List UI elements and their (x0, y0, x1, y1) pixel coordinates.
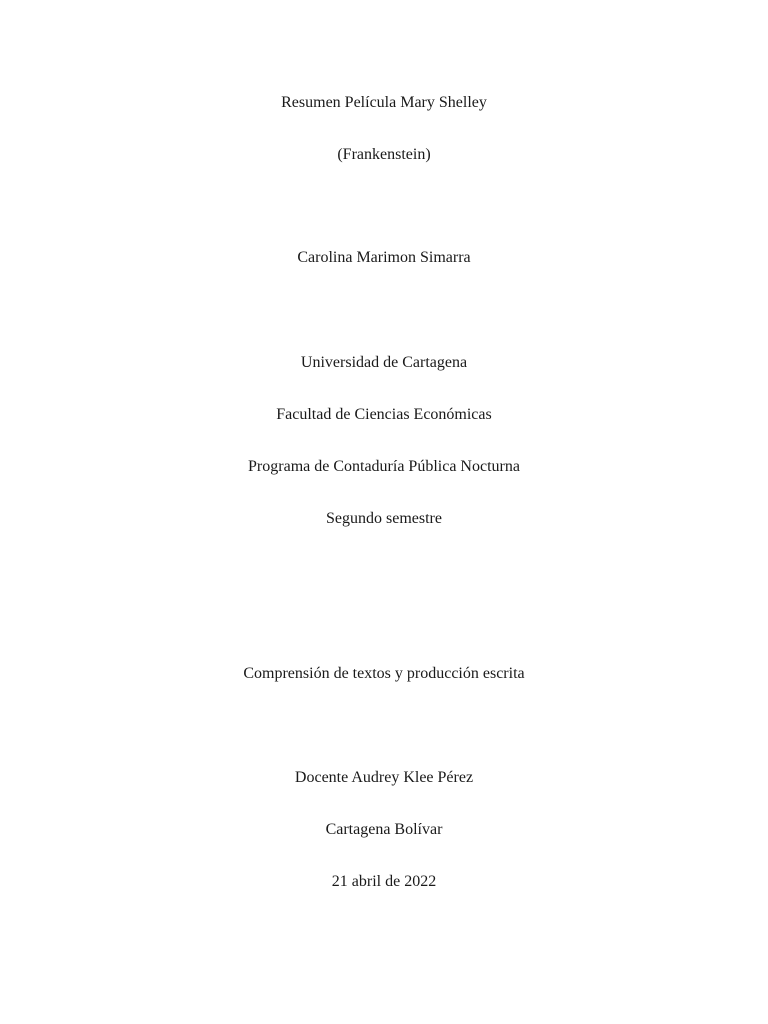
university-name: Universidad de Cartagena (300, 354, 468, 371)
program-name: Programa de Contaduría Pública Nocturna (248, 458, 520, 475)
document-date: 21 abril de 2022 (331, 873, 437, 890)
semester-label: Segundo semestre (326, 510, 442, 527)
course-name: Comprensión de textos y producción escrita (243, 665, 525, 682)
faculty-name: Facultad de Ciencias Económicas (276, 406, 492, 423)
teacher-name: Docente Audrey Klee Pérez (294, 769, 474, 786)
author-name: Carolina Marimon Simarra (297, 249, 471, 266)
city-location: Cartagena Bolívar (325, 821, 443, 838)
document-subtitle: (Frankenstein) (337, 146, 431, 163)
document-title: Resumen Película Mary Shelley (281, 94, 487, 111)
